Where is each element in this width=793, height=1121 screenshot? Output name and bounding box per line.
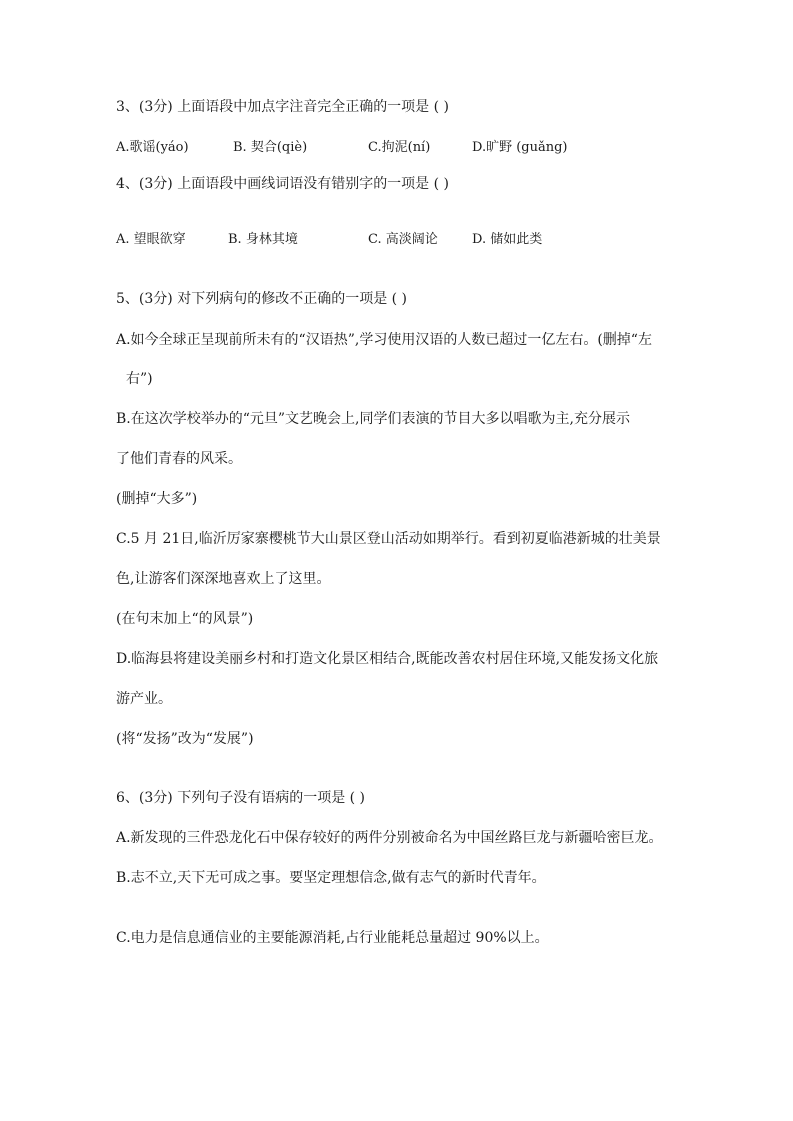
question-4-stem: 4、(3分) 上面语段中画线词语没有错别字的一项是 ( )	[116, 176, 450, 192]
question-6-option-c: C.电力是信息通信业的主要能源消耗,占行业能耗总量超过 90%以上。	[116, 930, 549, 946]
question-4-option-b: B. 身林其境	[228, 232, 298, 247]
question-5-option-c-line-1: C.5 月 21日,临沂厉家寨樱桃节大山景区登山活动如期举行。看到初夏临港新城的壮美景	[116, 531, 661, 547]
question-3-option-c: C.拘泥(ní)	[368, 140, 431, 155]
question-6-option-b: B.志不立,天下无可成之事。要坚定理想信念,做有志气的新时代青年。	[116, 870, 546, 886]
question-4-option-a: A. 望眼欲穿	[116, 232, 186, 247]
question-5-option-a-line-2: 右”)	[126, 371, 153, 387]
question-6-option-a: A.新发现的三件恐龙化石中保存较好的两件分别被命名为中国丝路巨龙与新疆哈密巨龙。	[116, 830, 663, 846]
question-5-stem: 5、(3分) 对下列病句的修改不正确的一项是 ( )	[116, 291, 408, 307]
question-5-option-b-fix: (删掉“大多”)	[116, 491, 198, 507]
question-4-option-d: D. 储如此类	[472, 232, 543, 247]
question-6-stem: 6、(3分) 下列句子没有语病的一项是 ( )	[116, 790, 366, 806]
question-3-stem: 3、(3分) 上面语段中加点字注音完全正确的一项是 ( )	[116, 99, 450, 115]
question-3-option-b: B. 契合(qiè)	[233, 140, 308, 155]
question-5-option-c-fix: (在句末加上“的风景”)	[116, 611, 254, 627]
question-4-option-c: C. 高淡阔论	[368, 232, 438, 247]
question-5-option-d-line-2: 游产业。	[116, 691, 172, 707]
question-5-option-a-line-1: A.如今全球正呈现前所未有的“汉语热”,学习使用汉语的人数已超过一亿左右。(删掉“左	[116, 332, 652, 348]
question-5-option-b-line-1: B.在这次学校举办的“元旦”文艺晚会上,同学们表演的节目大多以唱歌为主,充分展示	[116, 411, 630, 427]
question-5-option-d-line-1: D.临海县将建设美丽乡村和打造文化景区相结合,既能改善农村居住环境,又能发扬文化旅	[116, 651, 659, 667]
question-5-option-d-fix: (将“发扬”改为“发展”)	[116, 731, 254, 747]
question-3-option-a: A.歌谣(yáo)	[116, 140, 189, 155]
question-5-option-b-line-2: 了他们青春的风采。	[116, 451, 242, 467]
question-5-option-c-line-2: 色,让游客们深深地喜欢上了这里。	[116, 571, 331, 587]
question-3-option-d: D.旷野 (guǎng)	[472, 140, 568, 155]
